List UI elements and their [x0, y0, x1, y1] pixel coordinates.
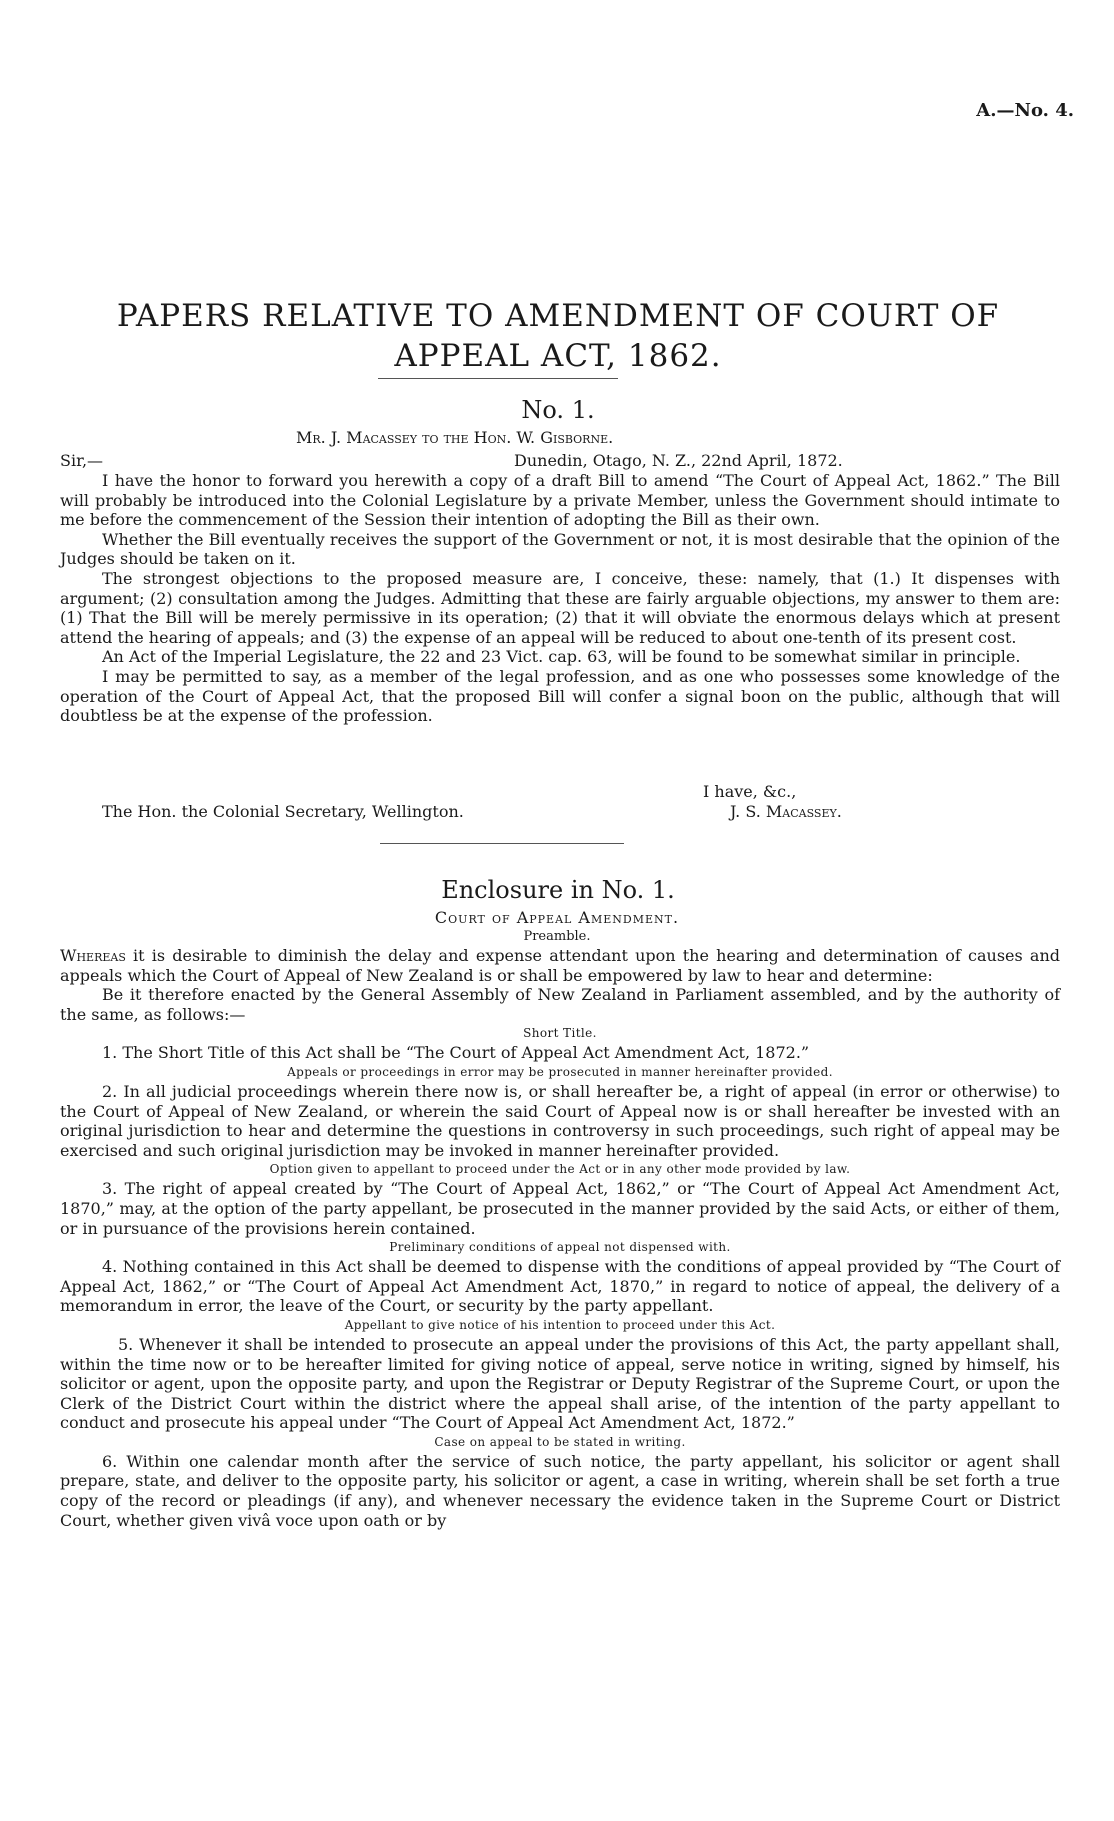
enclosure-body	[60, 946, 1060, 1530]
letter-closing: I have, &c.,	[703, 782, 797, 801]
enacting-clause: Be it therefore enacted by the General Assembly of New Zealand in Parliament assembled, and by the authority of the same, as follows:—	[60, 985, 1060, 1024]
page-title: PAPERS RELATIVE TO AMENDMENT OF COURT OF APPEAL ACT, 1862.	[116, 298, 1000, 374]
section-text: 3. The right of appeal created by “The Court of Appeal Act, 1862,” or “The Court of Appeal Act Amendment Act, 1870,” may, at the option of the party appellant, be prosecuted in the manner provided by the said Acts, or either of them, or in pursuance of the provisions herein contained.	[60, 1179, 1060, 1238]
letter-place-date: Dunedin, Otago, N. Z., 22nd April, 1872.	[514, 451, 843, 470]
section-text: 2. In all judicial proceedings wherein there now is, or shall hereafter be, a right of appeal (in error or otherwise) to the Court of Appeal of New Zealand, or wherein the said Court of Appeal now is or shall hereafter be invested with an original jurisdiction to hear and determine the questions in controversy in such proceedings, such right of appeal may be exercised and such original jurisdiction may be invoked in manner hereinafter provided.	[60, 1081, 1060, 1160]
page-reference: A.—No. 4.	[976, 100, 1074, 121]
preamble-rest: it is desirable to diminish the delay and expense attendant upon the hearing and determination of causes and appeals which the Court of Appeal of New Zealand is or shall be empowered by law to hear and determine:	[60, 946, 1060, 985]
letter-number: No. 1.	[521, 396, 595, 424]
letter-body	[60, 471, 1060, 726]
letter-paragraph: The strongest objections to the proposed measure are, I conceive, these: namely, that (1.) It dispenses with argument; (2) consultation among the Judges. Admitting that these are fairly arguable objections, my answer to them are: (1) That the Bill will be merely permissive in its operation; (2) that it will obviate the enormous delays which at present attend the hearing of appeals; and (3) the expense of an appeal will be reduced to about one-tenth of its present cost.	[60, 568, 1060, 647]
title-rule	[378, 378, 618, 379]
letter-from-to: Mr. J. Macassey to the Hon. W. Gisborne.	[296, 428, 614, 447]
section-text: 5. Whenever it shall be intended to prosecute an appeal under the provisions of this Act, the party appellant shall, within the time now or to be hereafter limited for giving notice of appeal, serve notice in writing, signed by himself, his solicitor or agent, upon the opposite party, and upon the Registrar or Deputy Registrar of the Supreme Court, or upon the Clerk of the District Court within the district where the appeal shall arise, of the intention of the party appellant to conduct and prosecute his appeal under “The Court of Appeal Act Amendment Act, 1872.”	[60, 1334, 1060, 1433]
section-text: 1. The Short Title of this Act shall be “The Court of Appeal Act Amendment Act, 1872.”	[102, 1043, 810, 1063]
enclosure-subheading: Court of Appeal Amendment.	[434, 908, 680, 927]
section-text: 4. Nothing contained in this Act shall be deemed to dispense with the conditions of appeal provided by “The Court of Appeal Act, 1862,” or “The Court of Appeal Act Amendment Act, 1870,” in regard to notice of appeal, the delivery of a memorandum in error, the leave of the Court, or security by the party appellant.	[60, 1257, 1060, 1316]
marginal-note: Appeals or proceedings in error may be prosecuted in manner hereinafter provided.	[287, 1064, 833, 1079]
section-text: 6. Within one calendar month after the service of such notice, the party appellant, his solicitor or agent shall prepare, state, and deliver to the opposite party, his solicitor or agent, a case in writing, wherein shall be set forth a true copy of the record or pleadings (if any), and whenever necessary the evidence taken in the Supreme Court or District Court, whether given vivâ voce upon oath or by	[60, 1451, 1060, 1530]
letter-signature: J. S. Macassey.	[730, 802, 842, 821]
preamble-lead: Whereas	[60, 946, 126, 965]
letter-paragraph: Whether the Bill eventually receives the support of the Government or not, it is most desirable that the opinion of the Judges should be taken on it.	[60, 529, 1060, 569]
enclosure-heading: Enclosure in No. 1.	[441, 876, 675, 904]
marginal-note: Short Title.	[523, 1026, 597, 1041]
letter-paragraph: I may be permitted to say, as a member of the legal profession, and as one who possesses some knowledge of the operation of the Court of Appeal Act, that the proposed Bill will confer a signal boon on the public, although that will doubtless be at the expense of the profession.	[60, 666, 1060, 726]
marginal-note: Appellant to give notice of his intention to proceed under this Act.	[344, 1317, 776, 1332]
section-rule	[380, 843, 624, 844]
letter-paragraph: An Act of the Imperial Legislature, the 22 and 23 Vict. cap. 63, will be found to be somewhat similar in principle.	[102, 647, 1021, 667]
marginal-note: Case on appeal to be stated in writing.	[434, 1434, 686, 1449]
letter-paragraph: I have the honor to forward you herewith a copy of a draft Bill to amend “The Court of Appeal Act, 1862.” The Bill will probably be introduced into the Colonial Legislature by a private Member, unless the Government should intimate to me before the commencement of the Session their intention of adopting the Bill as their own.	[60, 471, 1060, 530]
letter-addressee: The Hon. the Colonial Secretary, Wellington.	[102, 802, 464, 821]
marginal-note: Option given to appellant to proceed under the Act or in any other mode provided by law.	[269, 1162, 851, 1177]
marginal-note: Preliminary conditions of appeal not dispensed with.	[389, 1240, 731, 1255]
preamble-label: Preamble.	[523, 929, 591, 944]
preamble-text	[60, 946, 1060, 985]
letter-salutation: Sir,—	[60, 451, 104, 470]
